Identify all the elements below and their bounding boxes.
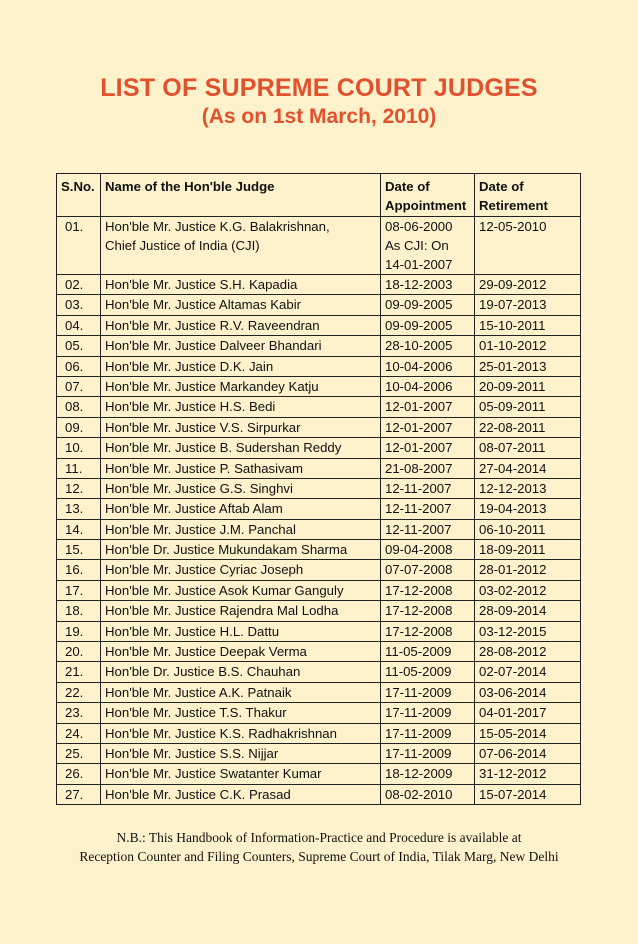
- cell-name: Hon'ble Mr. Justice R.V. Raveendran: [101, 315, 381, 335]
- table-row: [57, 519, 581, 539]
- cell-retirement: 28-09-2014: [475, 601, 581, 621]
- cell-sno: 01.: [57, 217, 101, 275]
- cell-appointment: 28-10-2005: [381, 336, 475, 356]
- table-row: [57, 376, 581, 396]
- cell-appointment: 17-11-2009: [381, 703, 475, 723]
- table-row: [57, 336, 581, 356]
- table-row: [57, 217, 581, 275]
- footer-note-line: Reception Counter and Filing Counters, Supreme Court of India, Tilak Marg, New Delhi: [79, 849, 559, 864]
- cell-retirement: 31-12-2012: [475, 764, 581, 784]
- cell-sno: 16.: [57, 560, 101, 580]
- cell-appointment-line: As CJI: On: [385, 238, 449, 253]
- table-row: [57, 723, 581, 743]
- table-row: [57, 499, 581, 519]
- cell-appointment: 12-01-2007: [381, 417, 475, 437]
- judges-table: [56, 173, 581, 805]
- table-row: [57, 703, 581, 723]
- cell-sno: 04.: [57, 315, 101, 335]
- cell-name: Hon'ble Mr. Justice H.S. Bedi: [101, 397, 381, 417]
- cell-appointment: 12-01-2007: [381, 397, 475, 417]
- cell-name: Hon'ble Mr. Justice B. Sudershan Reddy: [101, 438, 381, 458]
- cell-sno: 08.: [57, 397, 101, 417]
- cell-appointment: 09-09-2005: [381, 295, 475, 315]
- table-row: [57, 560, 581, 580]
- cell-name-line: Chief Justice of India (CJI): [105, 238, 260, 253]
- cell-retirement: 18-09-2011: [475, 540, 581, 560]
- header-retirement-line: Date of: [479, 179, 524, 194]
- cell-appointment: 17-11-2009: [381, 743, 475, 763]
- cell-name: [101, 217, 381, 275]
- cell-appointment: 10-04-2006: [381, 356, 475, 376]
- header-name: Name of the Hon'ble Judge: [101, 174, 381, 217]
- table-header-row: [57, 174, 581, 217]
- table-row: [57, 743, 581, 763]
- table-row: [57, 315, 581, 335]
- cell-name: Hon'ble Mr. Justice A.K. Patnaik: [101, 682, 381, 702]
- cell-name: Hon'ble Mr. Justice Deepak Verma: [101, 642, 381, 662]
- cell-appointment: 12-11-2007: [381, 499, 475, 519]
- cell-name: Hon'ble Mr. Justice Dalveer Bhandari: [101, 336, 381, 356]
- table-row: [57, 784, 581, 804]
- cell-retirement: 19-07-2013: [475, 295, 581, 315]
- cell-name: Hon'ble Mr. Justice Cyriac Joseph: [101, 560, 381, 580]
- table-row: [57, 438, 581, 458]
- cell-retirement: 02-07-2014: [475, 662, 581, 682]
- cell-name: Hon'ble Mr. Justice S.H. Kapadia: [101, 275, 381, 295]
- cell-name: Hon'ble Dr. Justice Mukundakam Sharma: [101, 540, 381, 560]
- cell-retirement: 03-02-2012: [475, 580, 581, 600]
- cell-sno: 24.: [57, 723, 101, 743]
- cell-name: Hon'ble Mr. Justice Rajendra Mal Lodha: [101, 601, 381, 621]
- cell-sno: 14.: [57, 519, 101, 539]
- cell-name-line: Hon'ble Mr. Justice K.G. Balakrishnan,: [105, 219, 330, 234]
- cell-sno: 17.: [57, 580, 101, 600]
- cell-retirement: 19-04-2013: [475, 499, 581, 519]
- cell-retirement: 27-04-2014: [475, 458, 581, 478]
- page-subtitle: (As on 1st March, 2010): [201, 105, 437, 128]
- table-row: [57, 580, 581, 600]
- cell-name: Hon'ble Mr. Justice Swatanter Kumar: [101, 764, 381, 784]
- header-appointment-line: Appointment: [385, 198, 467, 213]
- cell-name: Hon'ble Mr. Justice Aftab Alam: [101, 499, 381, 519]
- cell-name: Hon'ble Mr. Justice G.S. Singhvi: [101, 478, 381, 498]
- table-row: [57, 540, 581, 560]
- table-row: [57, 295, 581, 315]
- cell-retirement: 28-08-2012: [475, 642, 581, 662]
- cell-retirement: 20-09-2011: [475, 376, 581, 396]
- cell-retirement: 05-09-2011: [475, 397, 581, 417]
- cell-name: Hon'ble Mr. Justice Asok Kumar Ganguly: [101, 580, 381, 600]
- cell-appointment: 17-11-2009: [381, 723, 475, 743]
- cell-retirement: 22-08-2011: [475, 417, 581, 437]
- cell-sno: 11.: [57, 458, 101, 478]
- cell-name: Hon'ble Mr. Justice K.S. Radhakrishnan: [101, 723, 381, 743]
- table-row: [57, 275, 581, 295]
- cell-retirement: 25-01-2013: [475, 356, 581, 376]
- cell-sno: 18.: [57, 601, 101, 621]
- cell-sno: 13.: [57, 499, 101, 519]
- cell-appointment: 12-11-2007: [381, 519, 475, 539]
- cell-sno: 07.: [57, 376, 101, 396]
- cell-name: Hon'ble Mr. Justice S.S. Nijjar: [101, 743, 381, 763]
- table-row: [57, 662, 581, 682]
- cell-retirement: 15-05-2014: [475, 723, 581, 743]
- cell-sno: 05.: [57, 336, 101, 356]
- cell-sno: 12.: [57, 478, 101, 498]
- cell-name: Hon'ble Mr. Justice V.S. Sirpurkar: [101, 417, 381, 437]
- cell-sno: 15.: [57, 540, 101, 560]
- header-appointment: [381, 174, 475, 217]
- header-sno: S.No.: [57, 174, 101, 217]
- cell-name: Hon'ble Mr. Justice P. Sathasivam: [101, 458, 381, 478]
- footer-note-line: N.B.: This Handbook of Information-Practice and Procedure is available at: [116, 830, 522, 845]
- cell-sno: 27.: [57, 784, 101, 804]
- cell-appointment: 18-12-2009: [381, 764, 475, 784]
- cell-appointment: 07-07-2008: [381, 560, 475, 580]
- cell-sno: 21.: [57, 662, 101, 682]
- cell-retirement: 01-10-2012: [475, 336, 581, 356]
- cell-appointment: 10-04-2006: [381, 376, 475, 396]
- cell-sno: 02.: [57, 275, 101, 295]
- cell-retirement: 28-01-2012: [475, 560, 581, 580]
- cell-appointment: 09-04-2008: [381, 540, 475, 560]
- cell-name: Hon'ble Mr. Justice T.S. Thakur: [101, 703, 381, 723]
- cell-appointment: 17-12-2008: [381, 601, 475, 621]
- table-row: [57, 478, 581, 498]
- cell-retirement: 15-10-2011: [475, 315, 581, 335]
- table-row: [57, 417, 581, 437]
- cell-appointment: 12-11-2007: [381, 478, 475, 498]
- table-row: [57, 458, 581, 478]
- table-row: [57, 621, 581, 641]
- table-row: [57, 642, 581, 662]
- cell-name: Hon'ble Mr. Justice Altamas Kabir: [101, 295, 381, 315]
- cell-sno: 19.: [57, 621, 101, 641]
- page-title: LIST OF SUPREME COURT JUDGES: [100, 74, 538, 102]
- cell-name: Hon'ble Mr. Justice H.L. Dattu: [101, 621, 381, 641]
- cell-appointment: 17-11-2009: [381, 682, 475, 702]
- cell-appointment: 09-09-2005: [381, 315, 475, 335]
- table-row: [57, 397, 581, 417]
- cell-name: Hon'ble Mr. Justice J.M. Panchal: [101, 519, 381, 539]
- cell-appointment: 17-12-2008: [381, 580, 475, 600]
- cell-sno: 09.: [57, 417, 101, 437]
- footer-note: [0, 828, 638, 866]
- cell-sno: 20.: [57, 642, 101, 662]
- cell-name: Hon'ble Mr. Justice D.K. Jain: [101, 356, 381, 376]
- cell-name: Hon'ble Dr. Justice B.S. Chauhan: [101, 662, 381, 682]
- cell-appointment: 08-02-2010: [381, 784, 475, 804]
- cell-appointment-line: 08-06-2000: [385, 219, 453, 234]
- cell-name: Hon'ble Mr. Justice C.K. Prasad: [101, 784, 381, 804]
- cell-sno: 25.: [57, 743, 101, 763]
- cell-retirement: 03-12-2015: [475, 621, 581, 641]
- table-row: [57, 356, 581, 376]
- cell-retirement: 15-07-2014: [475, 784, 581, 804]
- cell-appointment: 18-12-2003: [381, 275, 475, 295]
- cell-sno: 06.: [57, 356, 101, 376]
- header-appointment-line: Date of: [385, 179, 430, 194]
- table-row: [57, 601, 581, 621]
- cell-appointment: 17-12-2008: [381, 621, 475, 641]
- cell-retirement: 12-12-2013: [475, 478, 581, 498]
- cell-appointment: 21-08-2007: [381, 458, 475, 478]
- cell-appointment: 12-01-2007: [381, 438, 475, 458]
- table-row: [57, 764, 581, 784]
- cell-retirement: 29-09-2012: [475, 275, 581, 295]
- table-row: [57, 682, 581, 702]
- cell-retirement: 04-01-2017: [475, 703, 581, 723]
- cell-appointment-line: 14-01-2007: [385, 257, 453, 272]
- cell-retirement: 06-10-2011: [475, 519, 581, 539]
- cell-retirement: 12-05-2010: [475, 217, 581, 275]
- cell-sno: 22.: [57, 682, 101, 702]
- cell-name: Hon'ble Mr. Justice Markandey Katju: [101, 376, 381, 396]
- cell-appointment: 11-05-2009: [381, 662, 475, 682]
- cell-sno: 10.: [57, 438, 101, 458]
- header-retirement-line: Retirement: [479, 198, 548, 213]
- cell-appointment: 11-05-2009: [381, 642, 475, 662]
- cell-sno: 23.: [57, 703, 101, 723]
- cell-sno: 26.: [57, 764, 101, 784]
- header-retirement: [475, 174, 581, 217]
- cell-appointment: [381, 217, 475, 275]
- cell-retirement: 03-06-2014: [475, 682, 581, 702]
- cell-retirement: 08-07-2011: [475, 438, 581, 458]
- cell-retirement: 07-06-2014: [475, 743, 581, 763]
- cell-sno: 03.: [57, 295, 101, 315]
